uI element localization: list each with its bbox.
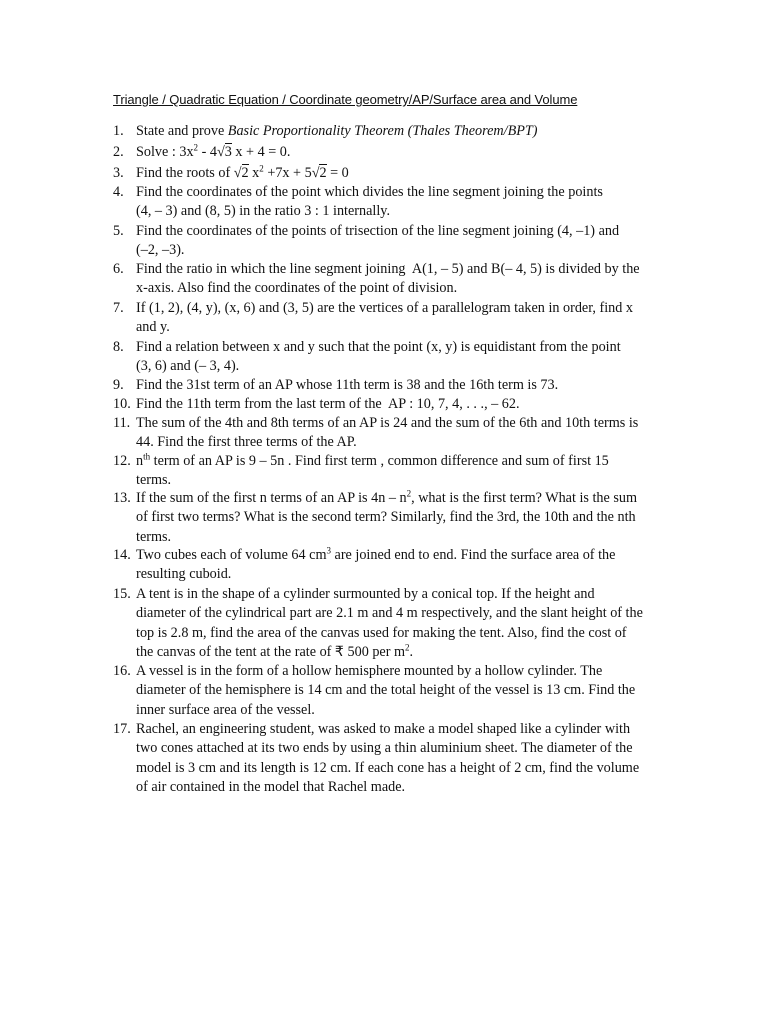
question-10 (113, 395, 678, 414)
question-number: 9. (113, 377, 124, 393)
question-text: A tent is in the shape of a cylinder surmounted by a conical top. If the height and diameter of the cylindrical part are 2.1 m and 4 m respectively, and the slant height of the top is 2.8 m, find the area of the canvas used for making the tent. Also, find the cost of the canvas of the tent at the rate of ₹ 500 per $m^2$. (136, 586, 643, 660)
question-text: State and prove Basic Proportionality Theorem (Thales Theorem/BPT) (136, 123, 538, 139)
question-number: 6. (113, 261, 124, 277)
question-number: 1. (113, 123, 124, 139)
worksheet-heading: Triangle / Quadratic Equation / Coordinate geometry/AP/Surface area and Volume (113, 92, 578, 107)
question-number: 13. (113, 490, 131, 506)
question-number: 14. (113, 547, 131, 563)
question-15 (113, 585, 678, 662)
question-14 (113, 546, 678, 585)
question-5 (113, 222, 678, 261)
question-text: Rachel, an engineering student, was asked to make a model shaped like a cylinder with two cones attached at its two ends by using a thin aluminium sheet. The diameter of the model is 3 cm and its length is 12 cm. If each cone has a height of 2 cm, find the volume of air contained in the model that Rachel made. (136, 721, 640, 795)
question-text: If the sum of the first n terms of an AP is $4n - n^2$, what is the first term? What is the sum of first two terms? What is the second term? Similarly, find the 3rd, the 10th and the nth terms. (136, 488, 637, 545)
question-13 (113, 489, 678, 547)
question-2 (113, 143, 678, 162)
question-text: Find a relation between x and y such that the point (x, y) is equidistant from the point (3, 6) and (– 3, 4). (136, 339, 621, 375)
question-6 (113, 260, 678, 299)
question-number: 7. (113, 300, 124, 316)
question-text: Solve : $3x^2 - 4√3$ x + 4 = 0. (136, 142, 291, 160)
question-text: A vessel is in the form of a hollow hemisphere mounted by a hollow cylinder. The diameter of the hemisphere is 14 cm and the total height of the vessel is 13 cm. Find the inner surface area of the vessel. (136, 663, 636, 718)
question-8 (113, 338, 678, 377)
question-12 (113, 452, 678, 491)
question-text: Find the ratio in which the line segment joining A(1, – 5) and B(– 4, 5) is divided by the x-axis. Also find the coordinates of the point of division. (136, 261, 640, 297)
question-text: The sum of the 4th and 8th terms of an AP is 24 and the sum of the 6th and 10th terms is 44. Find the first three terms of the AP. (136, 415, 639, 451)
question-9 (113, 376, 678, 395)
question-4 (113, 183, 678, 222)
question-11 (113, 414, 678, 453)
question-3 (113, 164, 678, 183)
question-number: 17. (113, 721, 131, 737)
question-number: 2. (113, 144, 124, 160)
question-number: 11. (113, 415, 131, 431)
question-number: 16. (113, 663, 131, 679)
question-text: Two cubes each of volume 64 $cm^3$ are joined end to end. Find the surface area of the resulting cuboid. (136, 545, 616, 583)
question-1 (113, 122, 678, 141)
question-number: 10. (113, 396, 131, 412)
question-number: 8. (113, 339, 124, 355)
question-text: If (1, 2), (4, y), (x, 6) and (3, 5) are the vertices of a parallelogram taken in order, find x and y. (136, 300, 633, 336)
question-text: Find the coordinates of the point which divides the line segment joining the points (4, – 3) and (8, 5) in the ratio 3 : 1 internally. (136, 184, 603, 220)
question-text: Find the roots of √2 $x^2 +7x + 5√2 = 0$ (136, 163, 349, 181)
question-number: 4. (113, 184, 124, 200)
question-number: 3. (113, 165, 124, 181)
question-number: 12. (113, 453, 131, 469)
question-text: Find the 31st term of an AP whose 11th term is 38 and the 16th term is 73. (136, 377, 559, 393)
question-number: 5. (113, 223, 124, 239)
question-text: Find the 11th term from the last term of the AP : 10, 7, 4, . . ., – 62. (136, 396, 520, 412)
question-7 (113, 299, 678, 338)
question-number: 15. (113, 586, 131, 602)
question-17 (113, 720, 678, 797)
question-text: Find the coordinates of the points of trisection of the line segment joining (4, –1) and (–2, –3). (136, 223, 620, 259)
question-16 (113, 662, 678, 720)
question-text: $n^{th}$ term of an AP is 9 – 5n . Find first term , common difference and sum of first 15 terms. (136, 451, 609, 489)
